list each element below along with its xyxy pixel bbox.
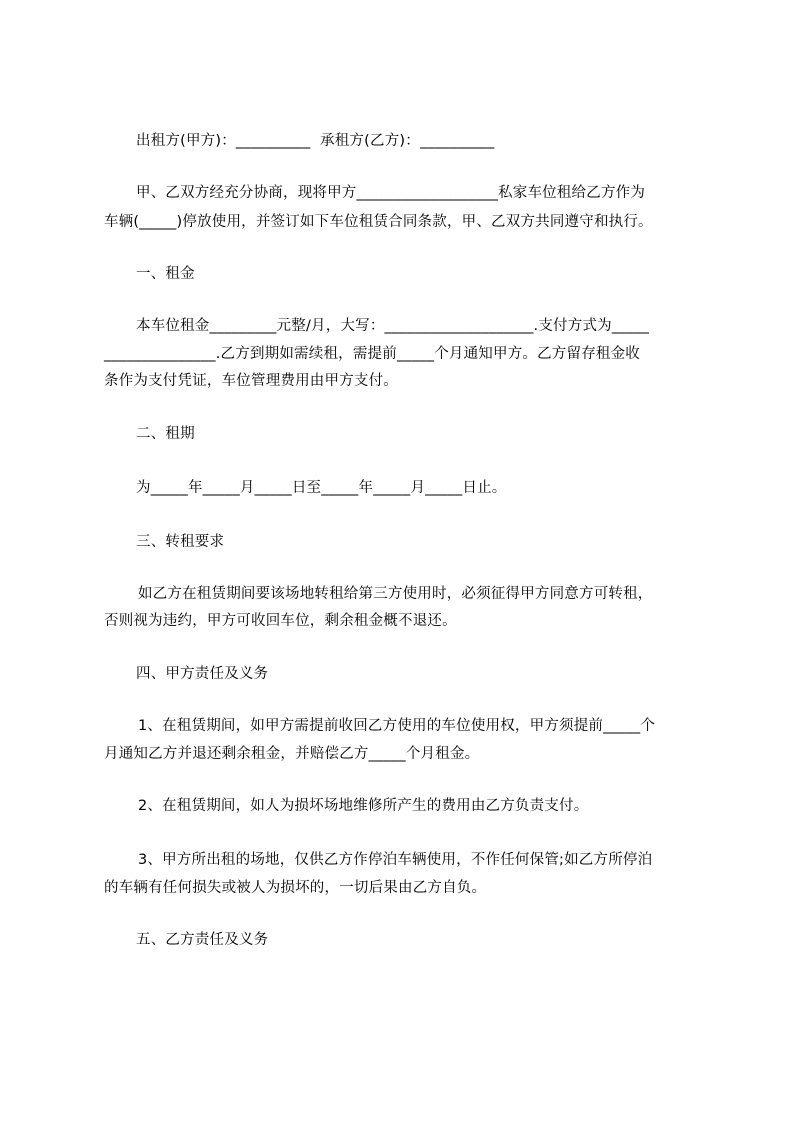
section-heading-term: 二、租期 — [136, 426, 195, 442]
section-heading-lessee-duties: 五、乙方责任及义务 — [136, 932, 269, 948]
section-heading-sublease: 三、转租要求 — [136, 534, 225, 550]
rent-line-1: 本车位租金_________元整/月，大写：____________________.支付方式为_____ — [136, 318, 650, 334]
sublease-line-2: 否则视为违约，甲方可收回车位，剩余租金概不退还。 — [104, 613, 457, 629]
intro-line-1: 甲、乙双方经充分协商，现将甲方___________________私家车位租给乙方作为 — [136, 185, 646, 201]
section-heading-rent: 一、租金 — [136, 266, 195, 282]
term-line-1: 为_____年_____月_____日至_____年_____月_____日止。 — [136, 480, 507, 496]
sublease-line-1: 如乙方在租赁期间要该场地转租给第三方使用时，必须征得甲方同意方可转租， — [138, 586, 653, 602]
lessor-duty-3-line-1: 3、甲方所出租的场地，仅供乙方作停泊车辆使用，不作任何保管;如乙方所停泊 — [138, 852, 653, 868]
rent-line-3: 条作为支付凭证，车位管理费用由甲方支付。 — [104, 373, 398, 389]
intro-line-2: 车辆(_____)停放使用，并签订如下车位租赁合同条款，甲、乙双方共同遵守和执行。 — [104, 214, 653, 230]
lessor-duty-3-line-2: 的车辆有任何损失或被人为损坏的，一切后果由乙方自负。 — [104, 880, 487, 896]
lessor-duty-1-line-1: 1、在租赁期间，如甲方需提前收回乙方使用的车位使用权，甲方须提前_____个 — [138, 718, 656, 734]
section-heading-lessor-duties: 四、甲方责任及义务 — [136, 666, 269, 682]
rent-line-2: _______________.乙方到期如需续租，需提前_____个月通知甲方。乙方留存租金收 — [104, 346, 641, 362]
lessor-duty-1-line-2: 月通知乙方并退还剩余租金，并赔偿乙方_____个月租金。 — [104, 746, 480, 762]
lessor-duty-2-line-1: 2、在租赁期间，如人为损坏场地维修所产生的费用由乙方负责支付。 — [138, 798, 589, 814]
parties-line: 出租方(甲方)：__________ 承租方(乙方)：__________ — [136, 133, 495, 149]
